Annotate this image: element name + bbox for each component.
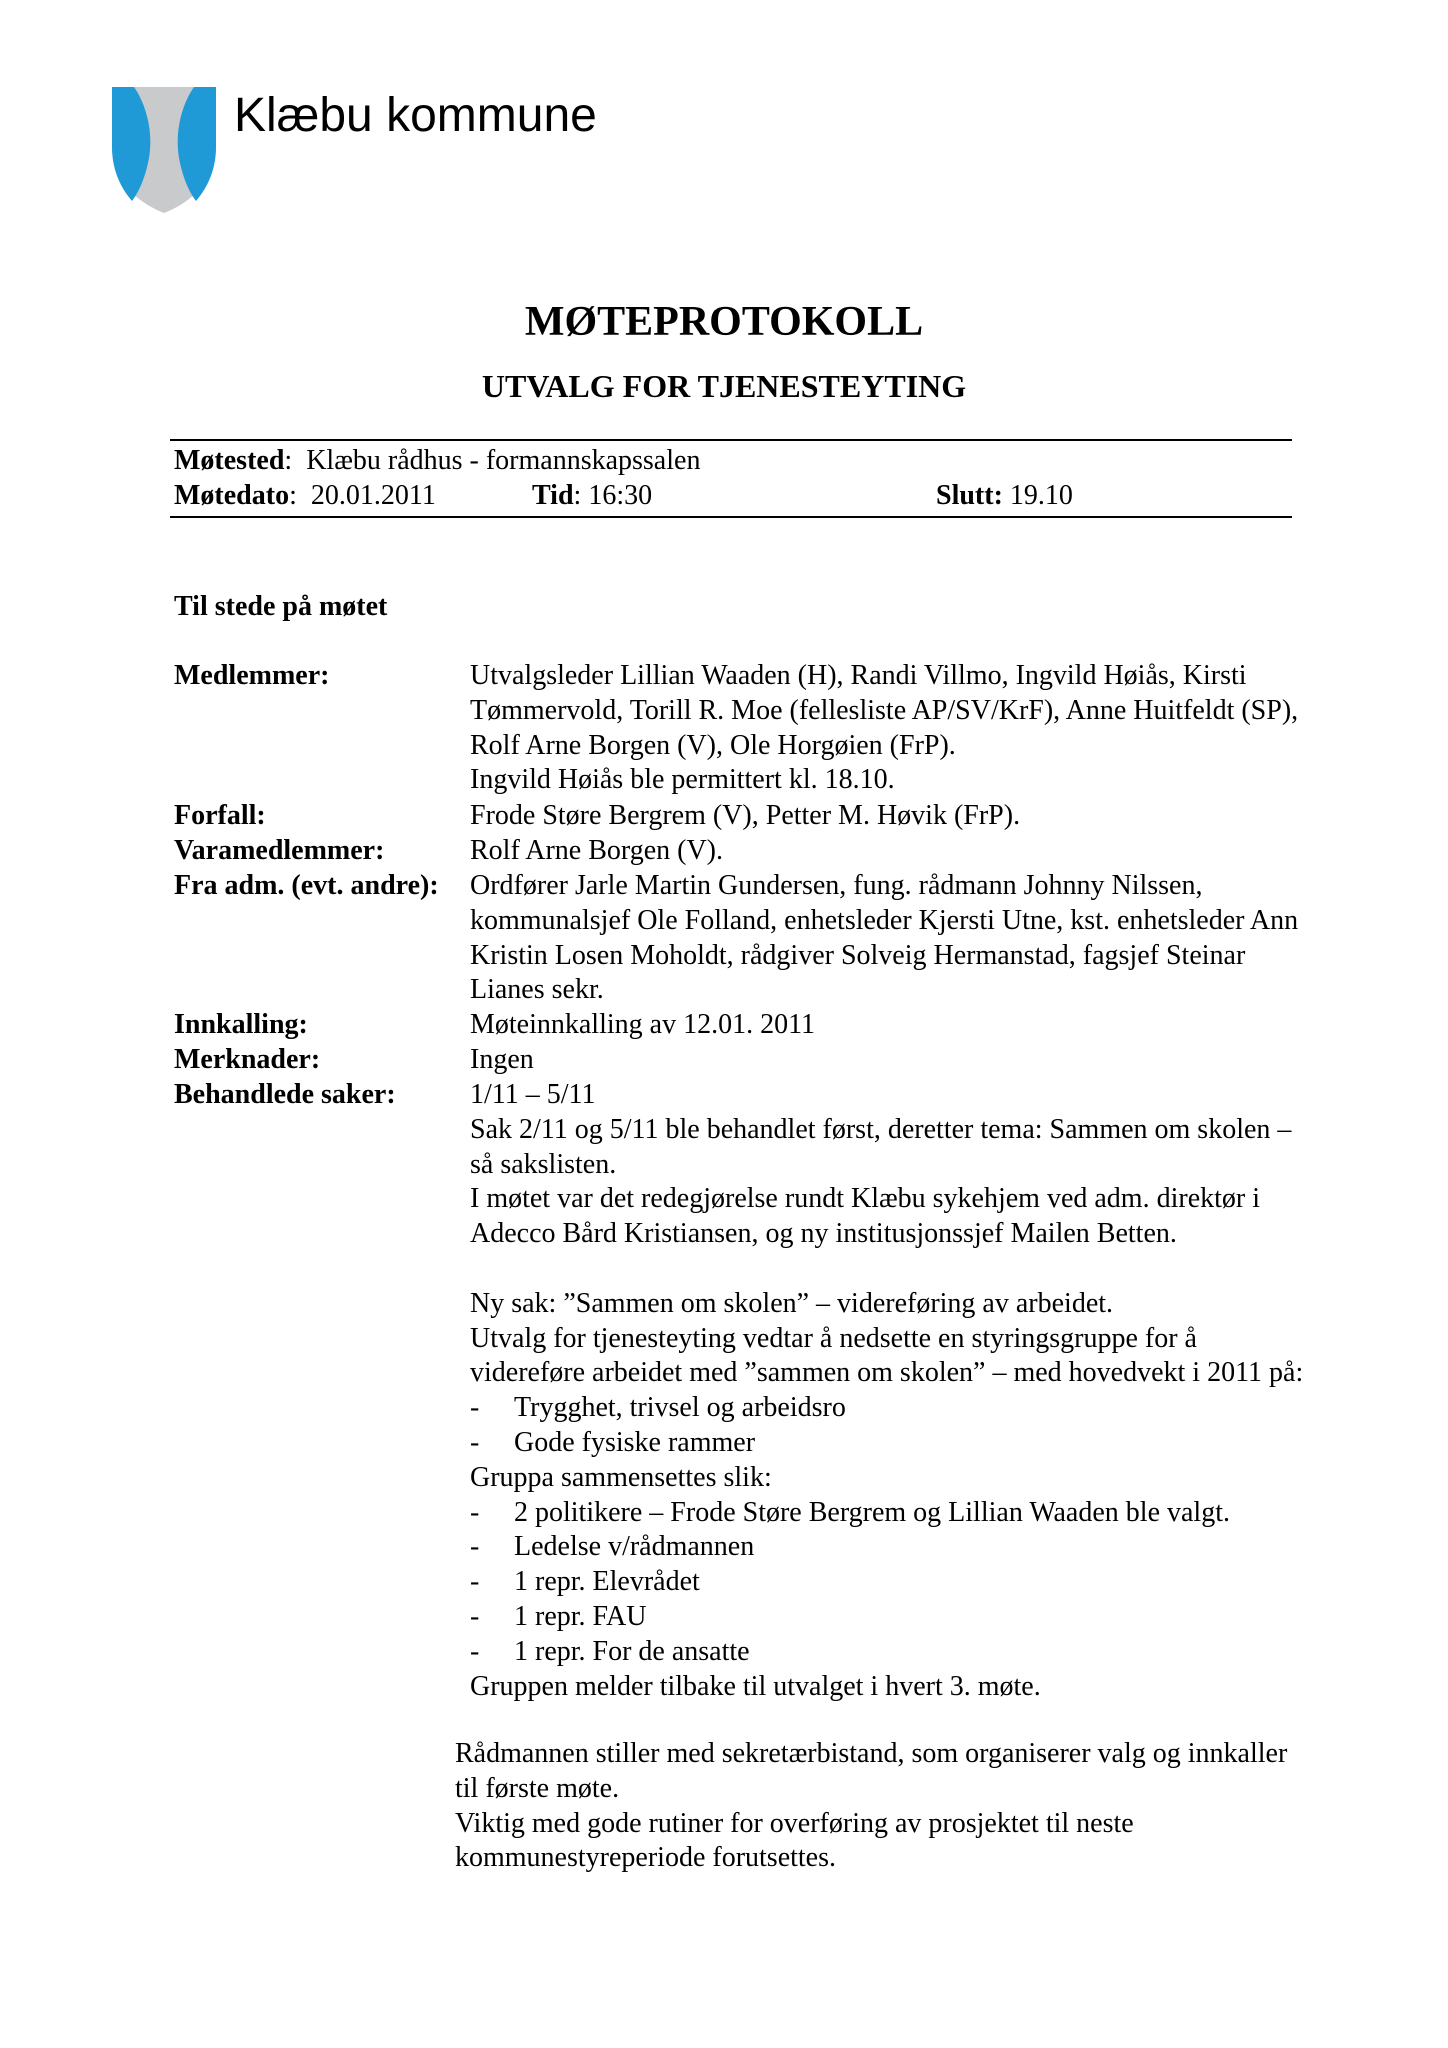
dash-bullet: -: [470, 1392, 480, 1424]
substitutes-value: Rolf Arne Borgen (V).: [470, 835, 723, 866]
list-item: - 1 repr. FAU: [470, 1600, 1310, 1635]
group-report: Gruppen melder tilbake til utvalget i hvert 3. møte.: [470, 1670, 1041, 1702]
list-item: - Trygghet, trivsel og arbeidsro: [470, 1391, 1310, 1426]
divider-bottom: [170, 516, 1292, 518]
meeting-end-value: 19.10: [1009, 480, 1073, 511]
dash-bullet: -: [470, 1426, 480, 1458]
dash-bullet: -: [470, 1531, 480, 1563]
cases-paragraph-2: I møtet var det redegjørelse rundt Klæbu sykehjem ved adm. direktør i Adecco Bård Kristiansen, og ny institusjonssjef Mailen Betten.: [470, 1183, 1261, 1250]
members-note: Ingvild Høiås ble permittert kl. 18.10.: [470, 764, 895, 796]
document-title: MØTEPROTOKOLL: [524, 299, 924, 345]
meeting-place-label: Møtested: [174, 445, 285, 476]
meeting-time-value: 16:30: [588, 480, 653, 511]
document-subtitle: UTVALG FOR TJENESTEYTING: [481, 368, 967, 404]
list-item: - 1 repr. For de ansatte: [470, 1635, 1310, 1670]
cases-range: 1/11 – 5/11: [470, 1079, 596, 1110]
focus-list: [470, 1391, 1310, 1461]
absent-label: Forfall:: [174, 800, 266, 831]
meeting-end-label: Slutt:: [936, 480, 1003, 511]
municipality-name: Klæbu kommune: [234, 89, 597, 142]
meeting-time-label: Tid: [532, 480, 574, 511]
cases-label: Behandlede saker:: [174, 1079, 396, 1110]
cases-paragraph-1: Sak 2/11 og 5/11 ble behandlet først, deretter tema: Sammen om skolen – så sakslisten.: [470, 1113, 1292, 1180]
list-item: - 2 politikere – Frode Støre Bergrem og Lillian Waaden ble valgt.: [470, 1496, 1310, 1531]
dash-bullet: -: [470, 1635, 480, 1667]
cases-value: [470, 1078, 1310, 1704]
meeting-place-row: Møtested: Klæbu rådhus - formannskapssalen: [174, 445, 701, 476]
dash-bullet: -: [470, 1566, 480, 1598]
admin-label: Fra adm. (evt. andre):: [174, 870, 439, 901]
new-case-heading: Ny sak: ”Sammen om skolen” – videreføring av arbeidet.: [470, 1287, 1114, 1319]
group-heading: Gruppa sammensettes slik:: [470, 1461, 772, 1493]
list-item: - 1 repr. Elevrådet: [470, 1565, 1310, 1600]
absent-value: Frode Støre Bergrem (V), Petter M. Høvik (FrP).: [470, 800, 1021, 831]
closing-paragraphs: [455, 1737, 1315, 1876]
closing-paragraph-1: Rådmannen stiller med sekretærbistand, som organiserer valg og innkaller til første møte.: [455, 1738, 1288, 1804]
dash-bullet: -: [470, 1496, 480, 1528]
summons-label: Innkalling:: [174, 1009, 308, 1040]
meeting-date-row: Møtedato: 20.01.2011: [174, 480, 436, 511]
meeting-end: [936, 479, 1073, 513]
remarks-value: Ingen: [470, 1044, 534, 1075]
spacer: [470, 1252, 1310, 1287]
remarks-label: Merknader:: [174, 1044, 321, 1075]
summons-value: Møteinnkalling av 12.01. 2011: [470, 1009, 816, 1040]
meeting-place-value: Klæbu rådhus - formannskapssalen: [306, 445, 701, 476]
decision-intro: Utvalg for tjenesteyting vedtar å nedsette en styringsgruppe for å videreføre arbeidet med ”sammen om skolen” – med hovedvekt i 2011 på:: [470, 1322, 1304, 1389]
admin-value: Ordfører Jarle Martin Gundersen, fung. rådmann Johnny Nilssen, kommunalsjef Ole Folland, enhetsleder Kjersti Utne, kst. enhetsleder Ann Kristin Losen Moholdt, rådgiver Solveig Hermanstad, fagsjef Steinar Lianes sekr.: [470, 870, 1299, 1006]
members-value: [470, 659, 1310, 798]
attendance-heading: Til stede på møtet: [174, 591, 388, 622]
members-label: Medlemmer:: [174, 660, 330, 691]
meeting-date-label: Møtedato: [174, 480, 290, 511]
divider-top: [170, 439, 1292, 441]
group-list: [470, 1496, 1310, 1670]
substitutes-label: Varamedlemmer:: [174, 835, 385, 866]
members-text: Utvalgsleder Lillian Waaden (H), Randi Villmo, Ingvild Høiås, Kirsti Tømmervold, Torill R. Moe (fellesliste AP/SV/KrF), Anne Huitfeldt (SP), Rolf Arne Borgen (V), Ole Horgøien (FrP).: [470, 660, 1299, 761]
dash-bullet: -: [470, 1600, 480, 1632]
meeting-date-value: 20.01.2011: [310, 480, 436, 511]
klaebu-coat-of-arms-logo: [110, 85, 218, 215]
meeting-time: Tid: 16:30: [532, 480, 653, 511]
closing-paragraph-2: Viktig med gode rutiner for overføring av prosjektet til neste kommunestyreperiode forutsettes.: [455, 1807, 1134, 1874]
list-item: - Ledelse v/rådmannen: [470, 1530, 1310, 1565]
list-item: - Gode fysiske rammer: [470, 1426, 1310, 1461]
